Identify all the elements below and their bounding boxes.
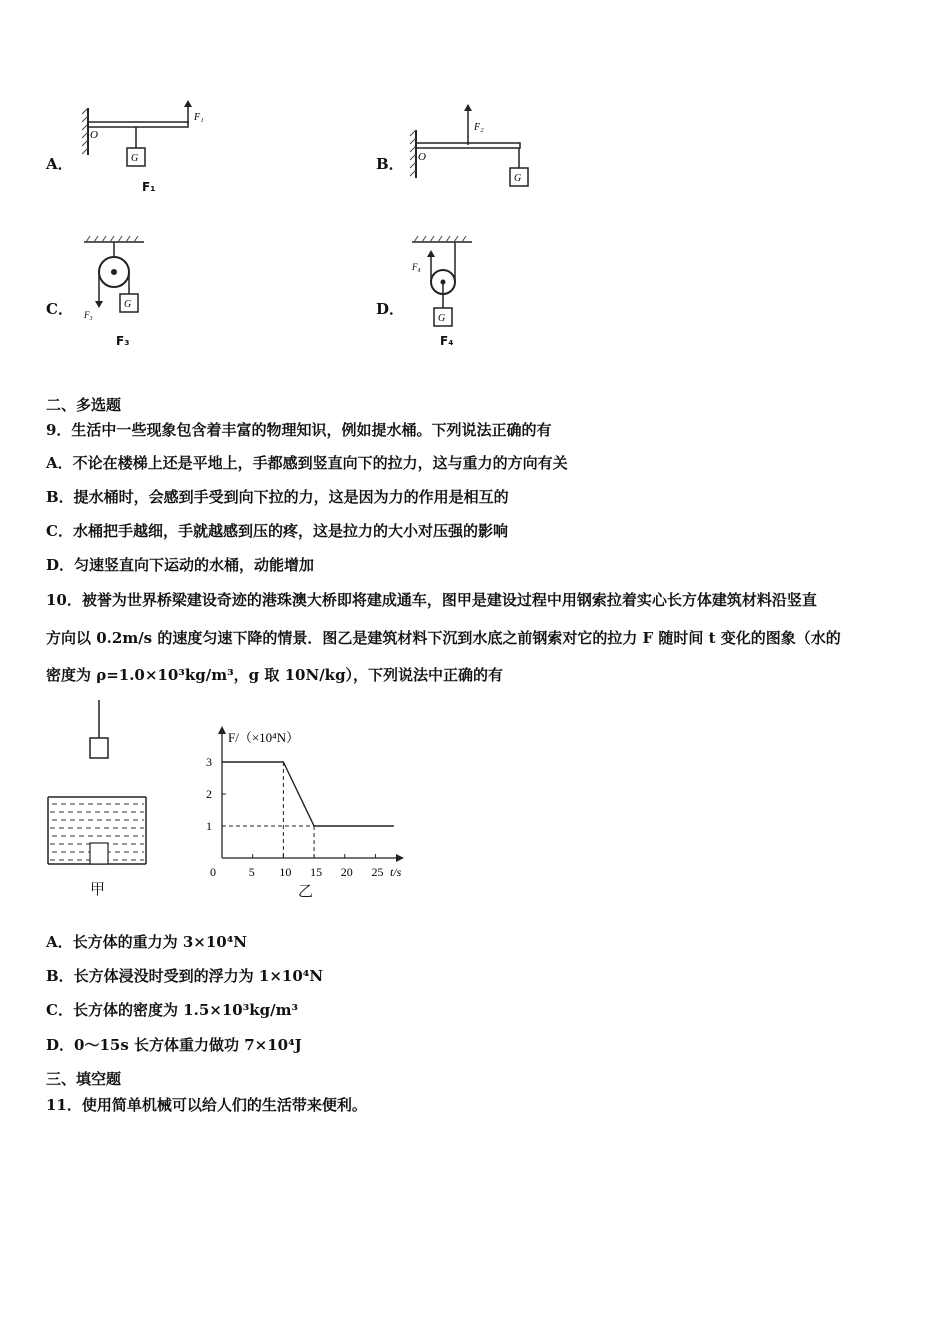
svg-text:G: G	[514, 173, 522, 184]
svg-text:G: G	[438, 313, 446, 324]
svg-text:F₁: F₁	[194, 112, 204, 123]
q10-line-2: 方向以 0.2m/s 的速度匀速下降的情景．图乙是建筑材料下沉到水底之前钢索对它的拉力 F 随时间 t 变化的图象（水的	[46, 629, 841, 647]
y-axis-arrow	[218, 726, 226, 734]
figure-jia-diagram	[44, 700, 154, 870]
q11-stem: 11．使用简单机械可以给人们的生活带来便利。	[46, 1096, 367, 1114]
q10-line-1: 10．被誉为世界桥梁建设奇迹的港珠澳大桥即将建成通车，图甲是建设过程中用钢索拉着实心长方体建筑材料沿竖直	[46, 591, 817, 609]
q10-line-3: 密度为 ρ=1.0×10³kg/m³，g 取 10N/kg），下列说法中正确的有	[46, 666, 504, 684]
q10-option-a: A．长方体的重力为 3×10⁴N	[46, 933, 248, 951]
svg-text:G: G	[131, 153, 139, 164]
force-time-chart	[196, 722, 418, 882]
svg-text:F₄: F₄	[412, 262, 421, 272]
option-c-label: C．	[46, 300, 73, 318]
caption-d: F₄	[440, 334, 454, 348]
option-b-label: B．	[376, 155, 404, 173]
section-2-title: 二、多选题	[46, 396, 122, 414]
x-axis-arrow	[396, 854, 404, 862]
svg-text:G: G	[124, 299, 132, 310]
x-tick-label-10: 10	[279, 865, 292, 879]
q10-option-b: B．长方体浸没时受到的浮力为 1×10⁴N	[46, 967, 324, 985]
figure-jia-label: 甲	[90, 880, 106, 898]
svg-text:F₃: F₃	[84, 310, 93, 320]
caption-c: F₃	[116, 334, 130, 348]
lever-diagram-b	[406, 100, 546, 200]
q9-option-a: A．不论在楼梯上还是平地上，手都感到竖直向下的拉力，这与重力的方向有关	[46, 454, 568, 472]
caption-a: F₁	[142, 180, 156, 194]
series-line	[222, 762, 394, 826]
pulley-diagram-d	[406, 232, 496, 332]
y-tick-label-3: 3	[206, 755, 212, 769]
option-d-label: D．	[376, 300, 405, 318]
x-tick-label-15: 15	[310, 865, 323, 879]
section-3-title: 三、填空题	[46, 1070, 122, 1088]
x-tick-label-5: 5	[248, 865, 255, 879]
x-axis-label: t/s	[390, 865, 402, 879]
svg-text:F₂: F₂	[474, 122, 484, 133]
q9-option-c: C．水桶把手越细，手就越感到压的疼，这是拉力的大小对压强的影响	[46, 522, 508, 540]
q9-stem: 9．生活中一些现象包含着丰富的物理知识，例如提水桶。下列说法正确的有	[46, 421, 552, 439]
x-tick-label-25: 25	[371, 865, 384, 879]
pulley-diagram-c	[78, 232, 168, 332]
q9-option-d: D．匀速竖直向下运动的水桶，动能增加	[46, 556, 315, 574]
option-a-label: A．	[46, 155, 73, 173]
q10-option-c: C．长方体的密度为 1.5×10³kg/m³	[46, 1001, 299, 1019]
svg-text:O: O	[418, 151, 426, 163]
y-tick-label-2: 2	[206, 787, 212, 801]
x-tick-label-0: 0	[210, 865, 216, 879]
figure-yi-label: 乙	[298, 882, 314, 900]
q10-option-d: D．0～15s 长方体重力做功 7×10⁴J	[46, 1036, 302, 1054]
y-axis-label: F/（×10⁴N）	[228, 730, 300, 745]
x-tick-label-20: 20	[340, 865, 353, 879]
svg-text:O: O	[90, 129, 98, 141]
y-tick-label-1: 1	[206, 819, 212, 833]
q9-option-b: B．提水桶时，会感到手受到向下拉的力，这是因为力的作用是相互的	[46, 488, 509, 506]
